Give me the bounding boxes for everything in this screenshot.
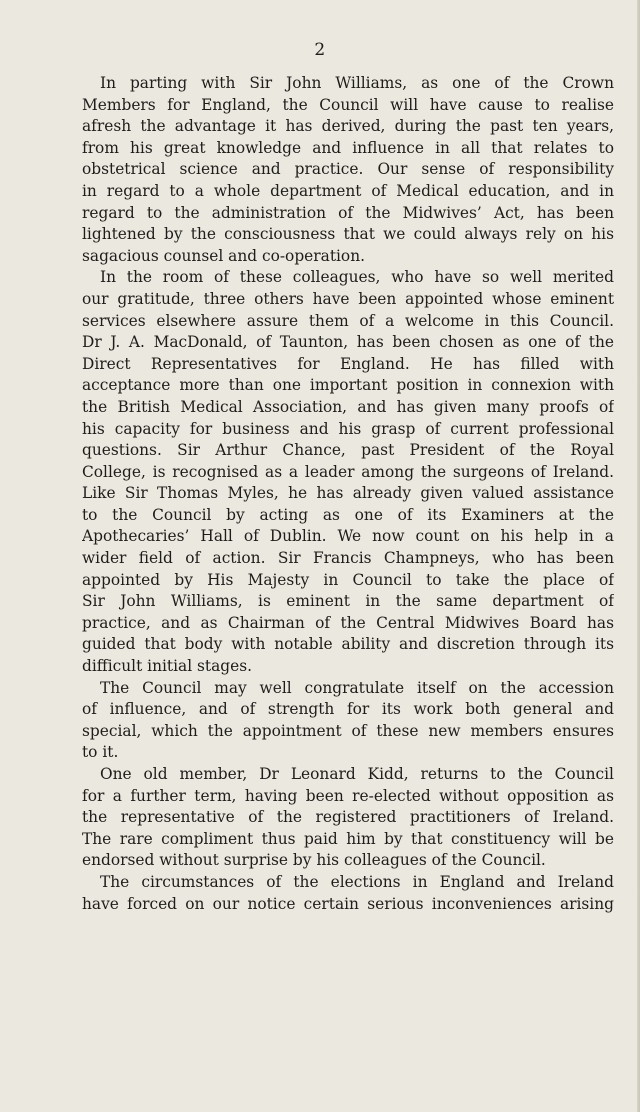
- text-line: College, is recognised as a leader among the surgeons of Ireland.: [82, 462, 614, 481]
- text-line: to the Council by acting as one of its Examiners at the: [82, 505, 614, 524]
- text-line: our gratitude, three others have been appointed whose eminent: [82, 289, 614, 308]
- text-line: from his great knowledge and influence in all that relates to: [82, 138, 614, 157]
- text-line: acceptance more than one important position in connexion with: [82, 376, 614, 395]
- text-line: for a further term, having been re-elected without opposition as: [82, 786, 614, 805]
- text-line: The Council may well congratulate itself on the accession: [100, 678, 614, 697]
- text-line: services elsewhere assure them of a welcome in this Council.: [82, 311, 614, 330]
- text-line: questions. Sir Arthur Chance, past President of the Royal: [82, 441, 614, 460]
- text-line: difficult initial stages.: [82, 657, 253, 676]
- text-line: guided that body with notable ability and discretion through its: [82, 635, 614, 654]
- text-line: Sir John Williams, is eminent in the same department of: [82, 592, 614, 611]
- body-text: [82, 73, 614, 915]
- text-line: regard to the administration of the Midwives’ Act, has been: [82, 203, 614, 222]
- text-line: In the room of these colleagues, who have so well merited: [100, 268, 614, 287]
- text-line: One old member, Dr Leonard Kidd, returns to the Council: [100, 765, 614, 783]
- text-line: practice, and as Chairman of the Central Midwives Board has: [82, 613, 614, 632]
- text-line: Direct Representatives for England. He has filled with: [82, 354, 614, 373]
- text-line: endorsed without surprise by his colleagues of the Council.: [82, 851, 546, 870]
- text-line: special, which the appointment of these new members ensures: [82, 721, 614, 740]
- text-line: In parting with Sir John Williams, as one of the Crown: [100, 74, 614, 92]
- text-line: the British Medical Association, and has given many proofs of: [82, 397, 614, 416]
- text-line: appointed by His Majesty in Council to take the place of: [82, 570, 614, 589]
- text-line: Members for England, the Council will have cause to realise: [82, 95, 614, 114]
- text-line: in regard to a whole department of Medical education, and in: [82, 181, 614, 200]
- text-line: to it.: [82, 743, 119, 762]
- page-number: 2: [314, 40, 326, 60]
- text-line: Apothecaries’ Hall of Dublin. We now count on his help in a: [82, 527, 614, 546]
- text-line: The rare compliment thus paid him by that constituency will be: [82, 829, 614, 848]
- text-line: The circumstances of the elections in England and Ireland: [100, 872, 614, 891]
- text-line: the representative of the registered practitioners of Ireland.: [82, 808, 614, 827]
- text-line: wider field of action. Sir Francis Champneys, who has been: [82, 549, 614, 568]
- text-line: of influence, and of strength for its work both general and: [82, 700, 614, 719]
- text-line: have forced on our notice certain serious inconveniences arising: [82, 894, 614, 913]
- text-line: Dr J. A. MacDonald, of Taunton, has been chosen as one of the: [82, 333, 614, 352]
- text-line: afresh the advantage it has derived, during the past ten years,: [82, 117, 614, 136]
- text-line: sagacious counsel and co-operation.: [82, 246, 365, 265]
- text-line: Like Sir Thomas Myles, he has already given valued assistance: [82, 484, 614, 503]
- text-line: his capacity for business and his grasp of current professional: [82, 419, 614, 438]
- text-line: obstetrical science and practice. Our sense of responsibility: [82, 160, 614, 179]
- text-line: lightened by the consciousness that we could always rely on his: [82, 225, 614, 244]
